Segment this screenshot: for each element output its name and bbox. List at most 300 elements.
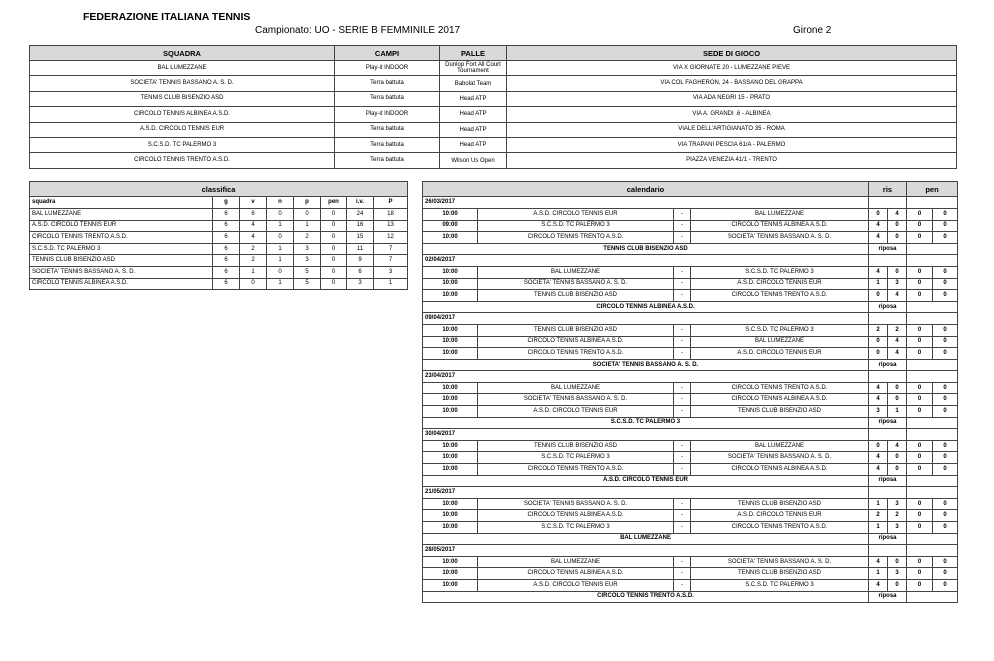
federation-title: FEDERAZIONE ITALIANA TENNIS bbox=[83, 11, 251, 23]
round-date-row bbox=[423, 487, 958, 499]
bye-spacer bbox=[907, 359, 958, 371]
round-date-spacer bbox=[907, 487, 958, 499]
match-score: 4 bbox=[888, 348, 907, 360]
club-sede: VIALE DELL'ARTIGIANATO 35 - ROMA bbox=[507, 122, 957, 137]
club-name: CIRCOLO TENNIS TRENTO A.S.D. bbox=[30, 153, 335, 168]
bye-row bbox=[423, 417, 958, 429]
standing-row bbox=[30, 266, 408, 278]
club-campi: Terra battuta bbox=[335, 153, 440, 168]
bye-row bbox=[423, 591, 958, 603]
club-name: SOCIETA' TENNIS BASSANO A. S. D. bbox=[30, 76, 335, 91]
standing-value: 0 bbox=[267, 208, 294, 220]
match-penalty: 0 bbox=[933, 324, 958, 336]
classifica-title: classifica bbox=[30, 182, 408, 197]
match-penalty: 0 bbox=[907, 266, 933, 278]
standing-value: 2 bbox=[240, 243, 267, 255]
match-score: 3 bbox=[869, 406, 888, 418]
standing-value: 6 bbox=[213, 243, 240, 255]
match-dash: - bbox=[674, 208, 691, 220]
match-row bbox=[423, 208, 958, 220]
match-home-team: CIRCOLO TENNIS ALBINEA A.S.D. bbox=[478, 568, 674, 580]
match-score: 0 bbox=[869, 290, 888, 302]
match-score: 4 bbox=[869, 579, 888, 591]
match-time: 10:00 bbox=[423, 452, 478, 464]
standing-value: 6 bbox=[213, 220, 240, 232]
match-home-team: TENNIS CLUB BISENZIO ASD bbox=[478, 440, 674, 452]
standing-row bbox=[30, 208, 408, 220]
standing-value: 3 bbox=[294, 243, 321, 255]
match-row bbox=[423, 579, 958, 591]
match-time: 09:00 bbox=[423, 220, 478, 232]
match-penalty: 0 bbox=[907, 220, 933, 232]
match-row bbox=[423, 510, 958, 522]
match-penalty: 0 bbox=[907, 556, 933, 568]
standing-value: 0 bbox=[321, 220, 347, 232]
match-dash: - bbox=[674, 336, 691, 348]
standing-team: S.C.S.D. TC PALERMO 3 bbox=[30, 243, 213, 255]
match-away-team: A.S.D. CIRCOLO TENNIS EUR bbox=[691, 278, 869, 290]
match-penalty: 0 bbox=[933, 522, 958, 534]
ris-header: ris bbox=[869, 182, 907, 197]
clubs-header-squadra: SQUADRA bbox=[30, 46, 335, 61]
club-sede: PIAZZA VENEZIA 41/1 - TRENTO bbox=[507, 153, 957, 168]
standing-value: 3 bbox=[374, 266, 408, 278]
match-time: 10:00 bbox=[423, 440, 478, 452]
match-penalty: 0 bbox=[907, 278, 933, 290]
match-score: 2 bbox=[869, 510, 888, 522]
round-date-spacer bbox=[907, 429, 958, 441]
standing-value: 6 bbox=[213, 208, 240, 220]
classifica-header-1: g bbox=[213, 197, 240, 209]
standing-value: 5 bbox=[294, 278, 321, 290]
match-score: 4 bbox=[869, 394, 888, 406]
match-dash: - bbox=[674, 568, 691, 580]
match-score: 2 bbox=[888, 324, 907, 336]
standing-value: 6 bbox=[240, 208, 267, 220]
match-dash: - bbox=[674, 579, 691, 591]
standing-value: 18 bbox=[374, 208, 408, 220]
match-penalty: 0 bbox=[933, 290, 958, 302]
clubs-header-campi: CAMPI bbox=[335, 46, 440, 61]
standing-value: 16 bbox=[347, 220, 374, 232]
club-campi: Play-it INDOOR bbox=[335, 61, 440, 76]
pen-header: pen bbox=[907, 182, 958, 197]
standing-team: A.S.D. CIRCOLO TENNIS EUR bbox=[30, 220, 213, 232]
round-date: 23/04/2017 bbox=[423, 371, 869, 383]
standing-value: 15 bbox=[347, 232, 374, 244]
match-penalty: 0 bbox=[933, 556, 958, 568]
match-score: 0 bbox=[888, 464, 907, 476]
match-penalty: 0 bbox=[933, 278, 958, 290]
standing-row bbox=[30, 220, 408, 232]
match-penalty: 0 bbox=[907, 568, 933, 580]
round-date-spacer bbox=[907, 313, 958, 325]
match-dash: - bbox=[674, 510, 691, 522]
match-row bbox=[423, 464, 958, 476]
match-penalty: 0 bbox=[933, 452, 958, 464]
round-date: 26/03/2017 bbox=[423, 197, 869, 209]
classifica-table bbox=[29, 181, 408, 290]
match-row bbox=[423, 440, 958, 452]
match-row bbox=[423, 290, 958, 302]
round-date: 28/05/2017 bbox=[423, 545, 869, 557]
match-score: 4 bbox=[869, 266, 888, 278]
match-penalty: 0 bbox=[907, 522, 933, 534]
bye-team: BAL LUMEZZANE bbox=[423, 533, 869, 545]
match-score: 1 bbox=[869, 498, 888, 510]
match-dash: - bbox=[674, 348, 691, 360]
match-home-team: TENNIS CLUB BISENZIO ASD bbox=[478, 324, 674, 336]
bye-spacer bbox=[907, 533, 958, 545]
match-penalty: 0 bbox=[933, 440, 958, 452]
round-date-row bbox=[423, 255, 958, 267]
match-home-team: BAL LUMEZZANE bbox=[478, 266, 674, 278]
club-name: CIRCOLO TENNIS ALBINEA A.S.D. bbox=[30, 107, 335, 122]
match-penalty: 0 bbox=[933, 510, 958, 522]
round-date-row bbox=[423, 197, 958, 209]
match-penalty: 0 bbox=[907, 510, 933, 522]
club-row bbox=[30, 122, 957, 137]
club-campi: Play-it INDOOR bbox=[335, 107, 440, 122]
round-date-row bbox=[423, 371, 958, 383]
standing-value: 0 bbox=[321, 243, 347, 255]
classifica-header-row bbox=[30, 197, 408, 209]
standing-value: 4 bbox=[240, 232, 267, 244]
match-time: 10:00 bbox=[423, 336, 478, 348]
round-date-row bbox=[423, 545, 958, 557]
bye-row bbox=[423, 475, 958, 487]
standing-value: 0 bbox=[267, 232, 294, 244]
match-dash: - bbox=[674, 278, 691, 290]
bye-row bbox=[423, 533, 958, 545]
standing-team: CIRCOLO TENNIS TRENTO A.S.D. bbox=[30, 232, 213, 244]
match-row bbox=[423, 278, 958, 290]
club-sede: VIA X GIORNATE 20 - LUMEZZANE PIEVE bbox=[507, 61, 957, 76]
match-home-team: CIRCOLO TENNIS TRENTO A.S.D. bbox=[478, 232, 674, 244]
standing-value: 6 bbox=[213, 278, 240, 290]
match-row bbox=[423, 336, 958, 348]
match-dash: - bbox=[674, 290, 691, 302]
match-time: 10:00 bbox=[423, 394, 478, 406]
match-row bbox=[423, 406, 958, 418]
match-score: 0 bbox=[888, 394, 907, 406]
standing-value: 0 bbox=[321, 232, 347, 244]
match-time: 10:00 bbox=[423, 290, 478, 302]
club-palle: Dunlop Fort All Court Tournament bbox=[440, 61, 507, 76]
club-sede: VIA COL FAGHERON, 24 - BASSANO DEL GRAPPA bbox=[507, 76, 957, 91]
match-time: 10:00 bbox=[423, 510, 478, 522]
club-campi: Terra battuta bbox=[335, 122, 440, 137]
bye-label: riposa bbox=[869, 591, 907, 603]
match-penalty: 0 bbox=[933, 498, 958, 510]
match-dash: - bbox=[674, 522, 691, 534]
match-away-team: TENNIS CLUB BISENZIO ASD bbox=[691, 568, 869, 580]
match-penalty: 0 bbox=[933, 208, 958, 220]
standing-value: 0 bbox=[294, 208, 321, 220]
match-row bbox=[423, 556, 958, 568]
match-home-team: S.C.S.D. TC PALERMO 3 bbox=[478, 452, 674, 464]
round-date-spacer bbox=[869, 313, 907, 325]
match-away-team: CIRCOLO TENNIS ALBINEA A.S.D. bbox=[691, 464, 869, 476]
classifica-header-7: P bbox=[374, 197, 408, 209]
match-row bbox=[423, 348, 958, 360]
match-time: 10:00 bbox=[423, 324, 478, 336]
match-score: 0 bbox=[888, 382, 907, 394]
match-away-team: CIRCOLO TENNIS TRENTO A.S.D. bbox=[691, 522, 869, 534]
classifica-header-5: pen bbox=[321, 197, 347, 209]
club-name: S.C.S.D. TC PALERMO 3 bbox=[30, 137, 335, 152]
match-home-team: A.S.D. CIRCOLO TENNIS EUR bbox=[478, 406, 674, 418]
match-away-team: TENNIS CLUB BISENZIO ASD bbox=[691, 406, 869, 418]
match-row bbox=[423, 266, 958, 278]
match-penalty: 0 bbox=[933, 232, 958, 244]
match-time: 10:00 bbox=[423, 208, 478, 220]
match-home-team: CIRCOLO TENNIS TRENTO A.S.D. bbox=[478, 348, 674, 360]
match-row bbox=[423, 220, 958, 232]
bye-team: SOCIETA' TENNIS BASSANO A. S. D. bbox=[423, 359, 869, 371]
round-date-spacer bbox=[907, 371, 958, 383]
match-score: 1 bbox=[869, 278, 888, 290]
match-time: 10:00 bbox=[423, 266, 478, 278]
match-score: 4 bbox=[869, 452, 888, 464]
round-date-spacer bbox=[907, 197, 958, 209]
bye-spacer bbox=[907, 301, 958, 313]
match-home-team: SOCIETA' TENNIS BASSANO A. S. D. bbox=[478, 498, 674, 510]
match-score: 0 bbox=[888, 556, 907, 568]
match-penalty: 0 bbox=[907, 498, 933, 510]
match-penalty: 0 bbox=[933, 464, 958, 476]
match-time: 10:00 bbox=[423, 382, 478, 394]
match-score: 0 bbox=[869, 208, 888, 220]
match-row bbox=[423, 394, 958, 406]
bye-team: CIRCOLO TENNIS ALBINEA A.S.D. bbox=[423, 301, 869, 313]
match-score: 2 bbox=[869, 324, 888, 336]
match-score: 1 bbox=[869, 522, 888, 534]
match-away-team: S.C.S.D. TC PALERMO 3 bbox=[691, 324, 869, 336]
match-away-team: SOCIETA' TENNIS BASSANO A. S. D. bbox=[691, 232, 869, 244]
match-home-team: SOCIETA' TENNIS BASSANO A. S. D. bbox=[478, 394, 674, 406]
standing-team: TENNIS CLUB BISENZIO ASD bbox=[30, 255, 213, 267]
classifica-header-4: p bbox=[294, 197, 321, 209]
match-penalty: 0 bbox=[907, 382, 933, 394]
club-palle: Head ATP bbox=[440, 122, 507, 137]
match-row bbox=[423, 324, 958, 336]
match-dash: - bbox=[674, 464, 691, 476]
match-dash: - bbox=[674, 220, 691, 232]
match-penalty: 0 bbox=[907, 464, 933, 476]
match-score: 4 bbox=[869, 220, 888, 232]
match-away-team: CIRCOLO TENNIS ALBINEA A.S.D. bbox=[691, 220, 869, 232]
club-sede: VIA TRAPANI PESCIA 61/A - PALERMO bbox=[507, 137, 957, 152]
match-score: 3 bbox=[888, 522, 907, 534]
standing-value: 1 bbox=[267, 255, 294, 267]
standing-value: 1 bbox=[374, 278, 408, 290]
match-score: 4 bbox=[888, 208, 907, 220]
match-score: 0 bbox=[888, 220, 907, 232]
match-row bbox=[423, 498, 958, 510]
match-time: 10:00 bbox=[423, 568, 478, 580]
club-palle: Head ATP bbox=[440, 107, 507, 122]
match-penalty: 0 bbox=[907, 336, 933, 348]
match-penalty: 0 bbox=[907, 324, 933, 336]
match-time: 10:00 bbox=[423, 464, 478, 476]
round-date-row bbox=[423, 313, 958, 325]
match-score: 0 bbox=[869, 336, 888, 348]
clubs-header-sede: SEDE DI GIOCO bbox=[507, 46, 957, 61]
club-row bbox=[30, 61, 957, 76]
classifica-header-2: v bbox=[240, 197, 267, 209]
match-away-team: SOCIETA' TENNIS BASSANO A. S. D. bbox=[691, 452, 869, 464]
standing-value: 0 bbox=[321, 255, 347, 267]
bye-label: riposa bbox=[869, 417, 907, 429]
match-penalty: 0 bbox=[907, 208, 933, 220]
match-penalty: 0 bbox=[907, 452, 933, 464]
bye-label: riposa bbox=[869, 243, 907, 255]
club-campi: Terra battuta bbox=[335, 91, 440, 106]
round-date-spacer bbox=[907, 255, 958, 267]
standing-row bbox=[30, 255, 408, 267]
match-row bbox=[423, 452, 958, 464]
round-date-spacer bbox=[869, 197, 907, 209]
match-time: 10:00 bbox=[423, 579, 478, 591]
match-score: 4 bbox=[888, 336, 907, 348]
match-dash: - bbox=[674, 394, 691, 406]
match-penalty: 0 bbox=[933, 220, 958, 232]
club-name: BAL LUMEZZANE bbox=[30, 61, 335, 76]
match-away-team: A.S.D. CIRCOLO TENNIS EUR bbox=[691, 510, 869, 522]
standing-row bbox=[30, 278, 408, 290]
match-dash: - bbox=[674, 324, 691, 336]
round-date: 02/04/2017 bbox=[423, 255, 869, 267]
match-dash: - bbox=[674, 498, 691, 510]
standing-team: CIRCOLO TENNIS ALBINEA A.S.D. bbox=[30, 278, 213, 290]
bye-spacer bbox=[907, 475, 958, 487]
match-score: 1 bbox=[869, 568, 888, 580]
match-row bbox=[423, 568, 958, 580]
match-time: 10:00 bbox=[423, 348, 478, 360]
match-home-team: CIRCOLO TENNIS ALBINEA A.S.D. bbox=[478, 510, 674, 522]
club-name: TENNIS CLUB BISENZIO ASD bbox=[30, 91, 335, 106]
match-time: 10:00 bbox=[423, 406, 478, 418]
match-time: 10:00 bbox=[423, 556, 478, 568]
match-time: 10:00 bbox=[423, 522, 478, 534]
match-away-team: S.C.S.D. TC PALERMO 3 bbox=[691, 579, 869, 591]
match-away-team: S.C.S.D. TC PALERMO 3 bbox=[691, 266, 869, 278]
match-away-team: CIRCOLO TENNIS TRENTO A.S.D. bbox=[691, 290, 869, 302]
match-score: 3 bbox=[888, 568, 907, 580]
group-label: Girone 2 bbox=[793, 25, 832, 36]
match-penalty: 0 bbox=[907, 406, 933, 418]
match-home-team: A.S.D. CIRCOLO TENNIS EUR bbox=[478, 208, 674, 220]
match-dash: - bbox=[674, 556, 691, 568]
match-penalty: 0 bbox=[907, 440, 933, 452]
match-penalty: 0 bbox=[933, 266, 958, 278]
club-row bbox=[30, 107, 957, 122]
bye-row bbox=[423, 243, 958, 255]
club-campi: Terra battuta bbox=[335, 137, 440, 152]
standing-value: 0 bbox=[321, 266, 347, 278]
standing-value: 1 bbox=[294, 220, 321, 232]
club-palle: Head ATP bbox=[440, 91, 507, 106]
bye-team: TENNIS CLUB BISENZIO ASD bbox=[423, 243, 869, 255]
match-score: 4 bbox=[888, 290, 907, 302]
standing-team: BAL LUMEZZANE bbox=[30, 208, 213, 220]
club-name: A.S.D. CIRCOLO TENNIS EUR bbox=[30, 122, 335, 137]
match-row bbox=[423, 232, 958, 244]
standing-row bbox=[30, 232, 408, 244]
club-sede: VIA A. GRANDI .6 - ALBINEA bbox=[507, 107, 957, 122]
match-dash: - bbox=[674, 406, 691, 418]
classifica-header-6: i.v. bbox=[347, 197, 374, 209]
classifica-header-0: squadra bbox=[30, 197, 213, 209]
match-home-team: S.C.S.D. TC PALERMO 3 bbox=[478, 522, 674, 534]
match-penalty: 0 bbox=[907, 348, 933, 360]
standing-value: 12 bbox=[374, 232, 408, 244]
standing-value: 24 bbox=[347, 208, 374, 220]
standing-value: 13 bbox=[374, 220, 408, 232]
bye-label: riposa bbox=[869, 359, 907, 371]
standing-value: 0 bbox=[267, 266, 294, 278]
match-row bbox=[423, 522, 958, 534]
club-palle: Wilson Us Open bbox=[440, 153, 507, 168]
match-score: 3 bbox=[888, 498, 907, 510]
bye-spacer bbox=[907, 417, 958, 429]
round-date-spacer bbox=[869, 487, 907, 499]
match-penalty: 0 bbox=[907, 232, 933, 244]
match-away-team: CIRCOLO TENNIS ALBINEA A.S.D. bbox=[691, 394, 869, 406]
match-home-team: CIRCOLO TENNIS TRENTO A.S.D. bbox=[478, 464, 674, 476]
match-score: 4 bbox=[869, 232, 888, 244]
standing-value: 2 bbox=[294, 232, 321, 244]
bye-team: CIRCOLO TENNIS TRENTO A.S.D. bbox=[423, 591, 869, 603]
match-away-team: BAL LUMEZZANE bbox=[691, 208, 869, 220]
round-date: 09/04/2017 bbox=[423, 313, 869, 325]
bye-spacer bbox=[907, 591, 958, 603]
match-away-team: BAL LUMEZZANE bbox=[691, 440, 869, 452]
match-dash: - bbox=[674, 440, 691, 452]
championship-label: Campionato: UO - SERIE B FEMMINILE 2017 bbox=[255, 25, 461, 36]
club-row bbox=[30, 153, 957, 168]
match-home-team: S.C.S.D. TC PALERMO 3 bbox=[478, 220, 674, 232]
bye-row bbox=[423, 301, 958, 313]
standing-value: 3 bbox=[347, 278, 374, 290]
calendario-title: calendario bbox=[423, 182, 869, 197]
match-score: 0 bbox=[888, 266, 907, 278]
match-home-team: BAL LUMEZZANE bbox=[478, 556, 674, 568]
standing-value: 9 bbox=[347, 255, 374, 267]
match-score: 4 bbox=[869, 382, 888, 394]
clubs-header-palle: PALLE bbox=[440, 46, 507, 61]
match-score: 1 bbox=[888, 406, 907, 418]
club-palle: Head ATP bbox=[440, 137, 507, 152]
match-score: 0 bbox=[888, 452, 907, 464]
standing-value: 1 bbox=[267, 220, 294, 232]
match-home-team: TENNIS CLUB BISENZIO ASD bbox=[478, 290, 674, 302]
round-date: 21/05/2017 bbox=[423, 487, 869, 499]
clubs-table bbox=[29, 45, 957, 169]
bye-team: S.C.S.D. TC PALERMO 3 bbox=[423, 417, 869, 429]
standing-value: 6 bbox=[213, 232, 240, 244]
match-time: 10:00 bbox=[423, 498, 478, 510]
standing-value: 7 bbox=[374, 243, 408, 255]
club-sede: VIA ADA NEGRI 15 - PRATO bbox=[507, 91, 957, 106]
bye-label: riposa bbox=[869, 533, 907, 545]
bye-team: A.S.D. CIRCOLO TENNIS EUR bbox=[423, 475, 869, 487]
match-home-team: A.S.D. CIRCOLO TENNIS EUR bbox=[478, 579, 674, 591]
bye-label: riposa bbox=[869, 475, 907, 487]
match-penalty: 0 bbox=[907, 579, 933, 591]
calendario-table bbox=[422, 181, 958, 603]
